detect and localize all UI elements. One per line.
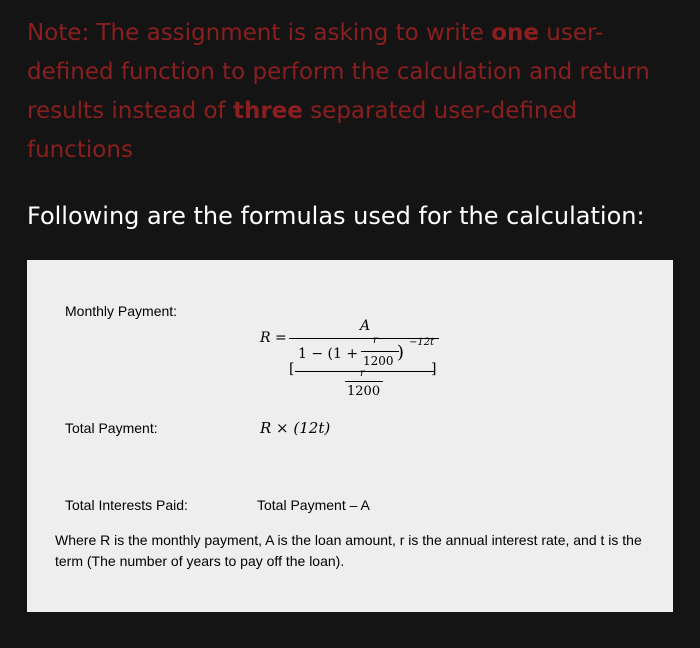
note-bold-three: three bbox=[232, 98, 303, 124]
note-suffix: separated user-defined functions bbox=[27, 98, 578, 163]
total-payment-label: Total Payment: bbox=[65, 420, 158, 436]
bracket-open: [ bbox=[289, 361, 295, 377]
lower-fraction-bar bbox=[295, 371, 435, 372]
inner-1200: 1200 bbox=[363, 354, 394, 368]
total-interest-formula: Total Payment – A bbox=[257, 497, 370, 513]
variable-definitions: Where R is the monthly payment, A is the loan amount, r is the annual interest rate, and t is the term (The number of years to pay off the loan). bbox=[55, 532, 642, 569]
note-prefix: Note: The assignment is asking to write bbox=[27, 20, 492, 46]
note-bold-one: one bbox=[491, 20, 539, 46]
inner-fraction-bar bbox=[361, 351, 399, 352]
total-payment-formula: R × (12t) bbox=[260, 419, 331, 437]
bottom-1200: 1200 bbox=[347, 384, 381, 399]
one-minus-term: 1 − (1 + bbox=[298, 346, 359, 362]
bracket-close: ] bbox=[431, 361, 437, 377]
note-middle: user-defined function to perform the calculation and return results instead of bbox=[27, 20, 650, 124]
formulas-heading: Following are the formulas used for the calculation: bbox=[27, 202, 645, 230]
formula-numerator: A bbox=[360, 318, 371, 334]
close-paren: ) bbox=[397, 342, 405, 363]
total-interest-label: Total Interests Paid: bbox=[65, 497, 188, 513]
bottom-r: r bbox=[360, 368, 365, 379]
bottom-fraction-bar bbox=[345, 381, 383, 382]
small-r: r bbox=[373, 335, 378, 346]
r-equals: R = bbox=[260, 330, 287, 346]
monthly-payment-label: Monthly Payment: bbox=[65, 303, 178, 319]
assignment-note bbox=[27, 14, 677, 170]
exponent: −12t bbox=[409, 337, 435, 348]
formula-panel bbox=[27, 260, 673, 612]
